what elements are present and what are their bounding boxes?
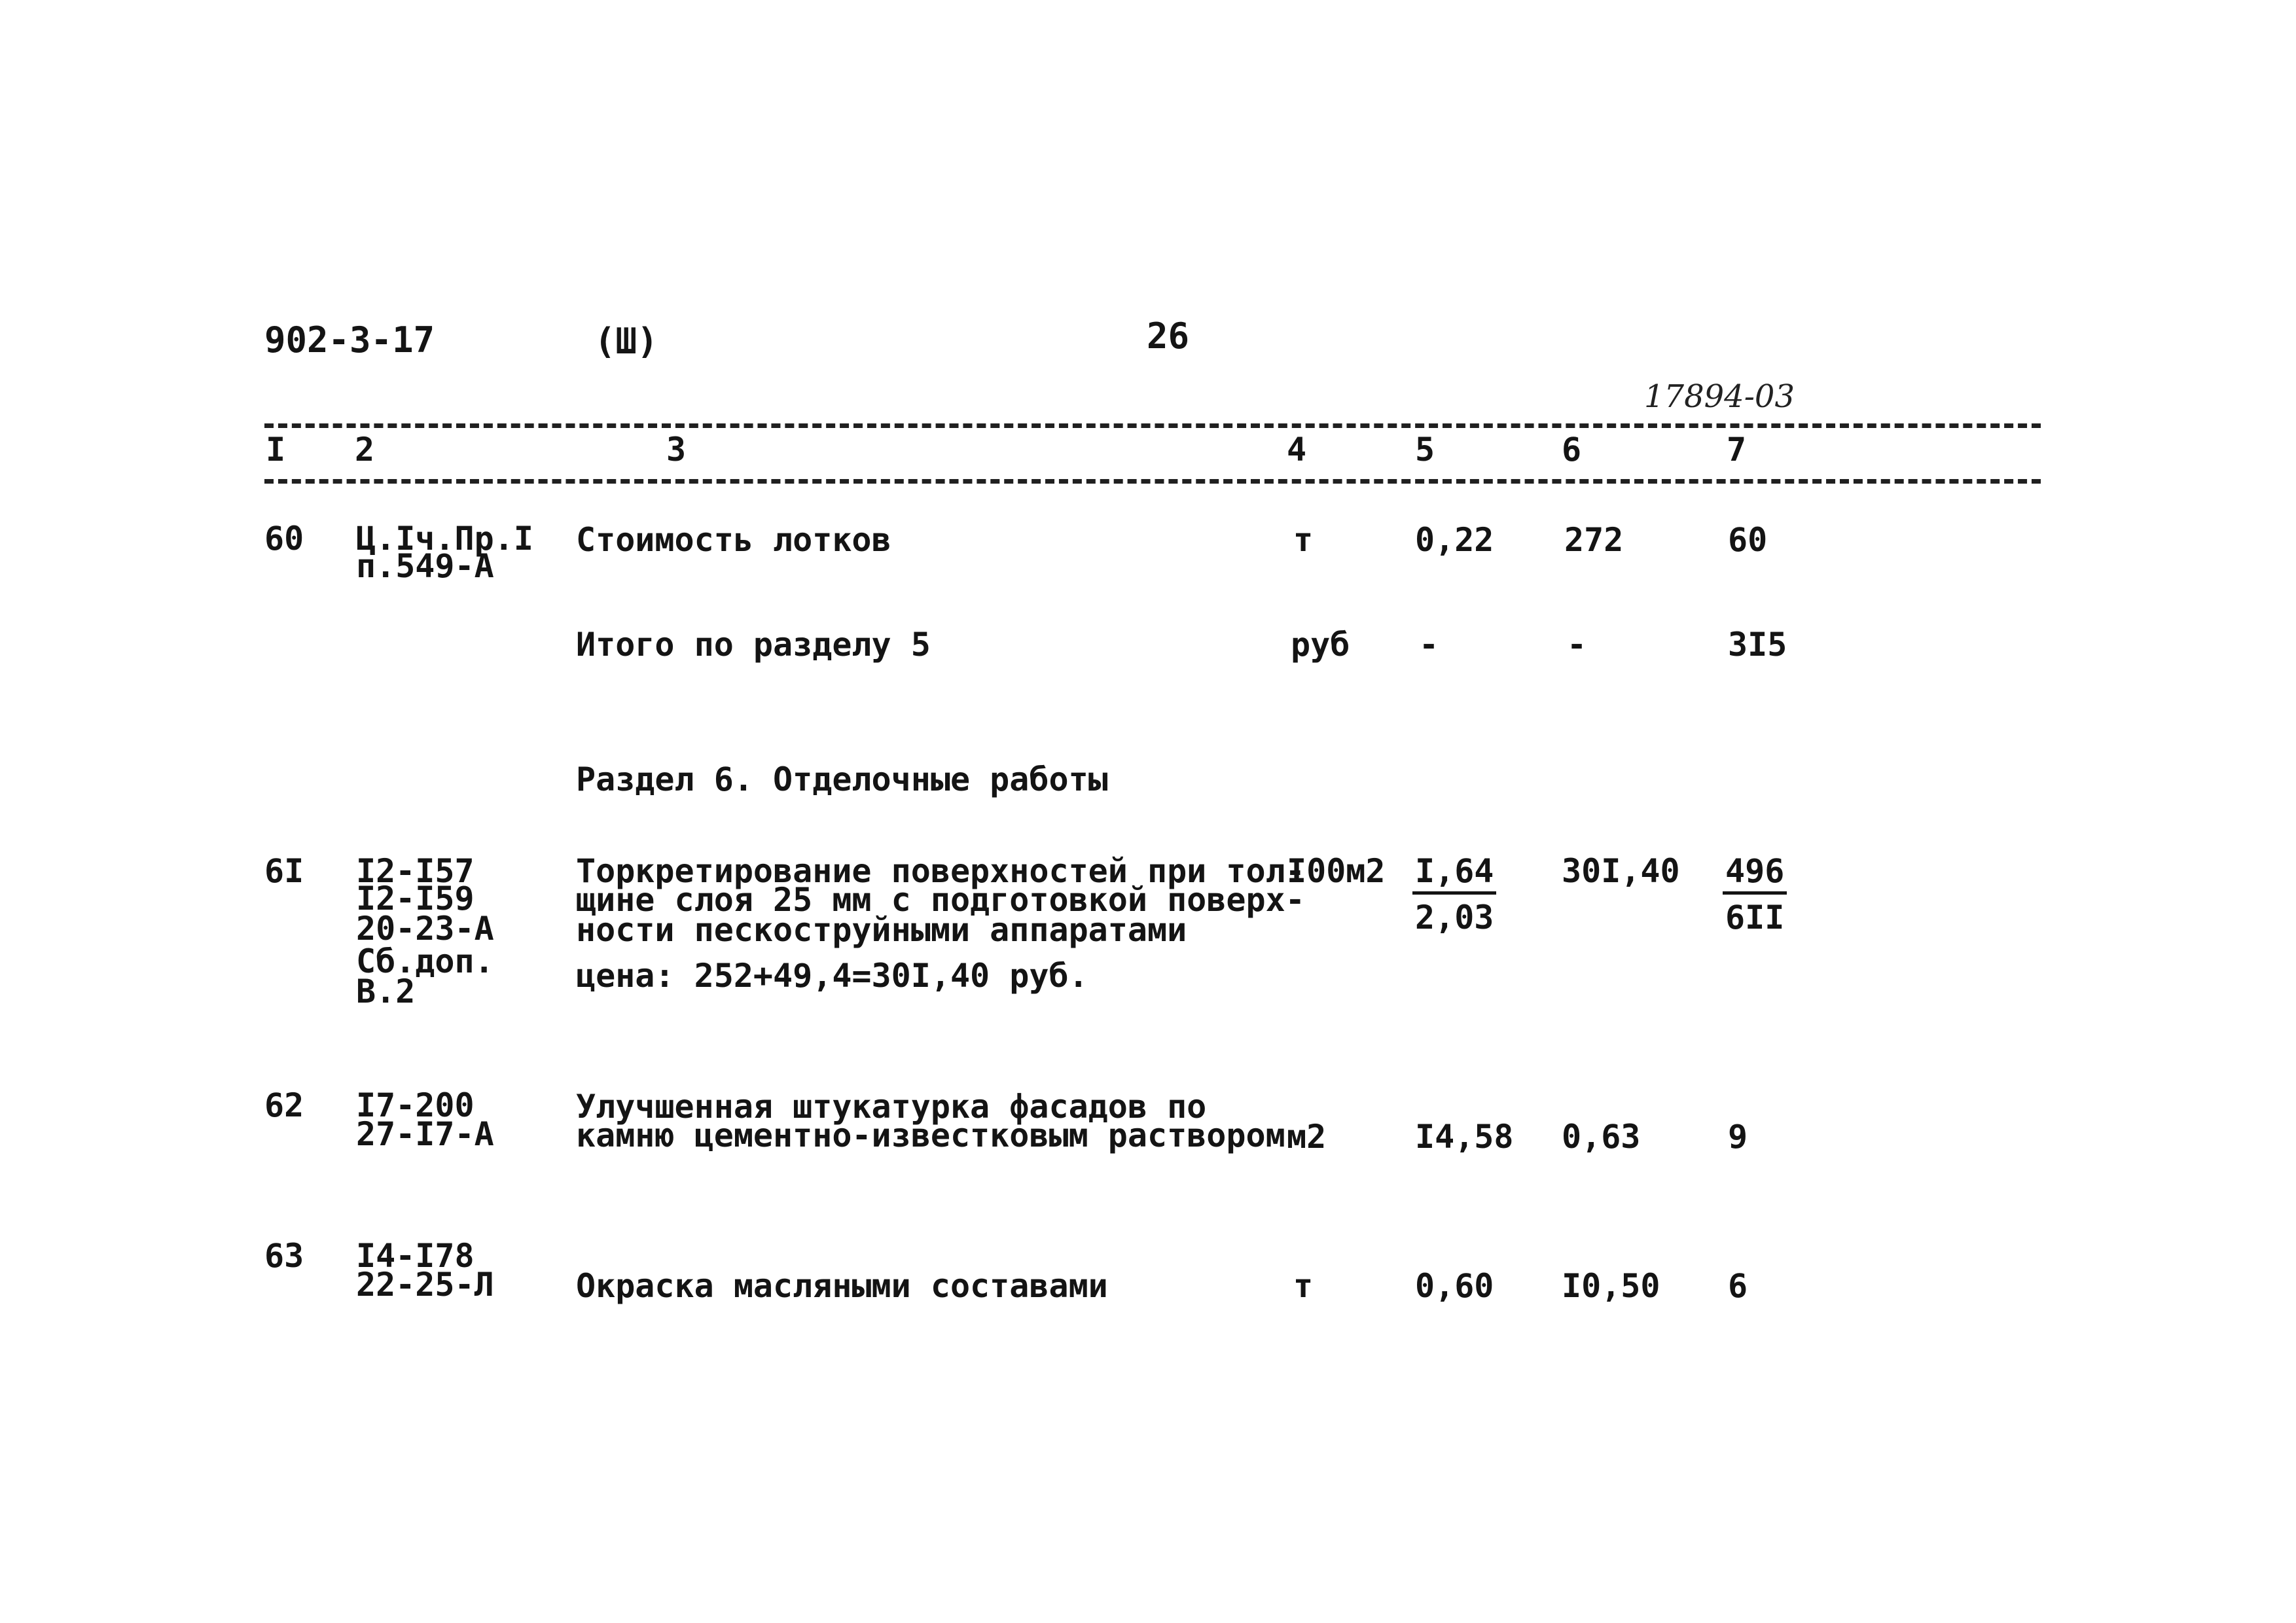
row-price: 30I,40 xyxy=(1562,852,1680,890)
row-number: 62 xyxy=(264,1086,304,1124)
row-description: ности пескоструйными аппаратами xyxy=(576,911,1187,949)
row-description: Стоимость лотков xyxy=(576,521,891,559)
row-code: 22-25-Л xyxy=(356,1266,494,1304)
row-quantity: 0,60 xyxy=(1415,1267,1494,1305)
header-rule-top xyxy=(264,423,2041,428)
subtotal-quantity: - xyxy=(1419,626,1439,664)
row-total: 9 xyxy=(1728,1118,1748,1156)
column-header-2: 2 xyxy=(355,431,375,469)
handwritten-code: 17894-03 xyxy=(1644,378,1795,415)
total-numerator: 496 xyxy=(1723,855,1787,895)
row-total-fraction xyxy=(1723,852,1787,936)
subtotal-total: 3I5 xyxy=(1728,626,1787,664)
row-code: Ц.Iч.Пр.I xyxy=(356,520,533,558)
section-title: Раздел 6. Отделочные работы xyxy=(576,760,1108,798)
row-code: 27-I7-А xyxy=(356,1115,494,1153)
row-number: 60 xyxy=(264,520,304,558)
row-unit: т xyxy=(1293,521,1314,559)
quantity-numerator: I,64 xyxy=(1412,855,1496,895)
row-code: п.549-А xyxy=(356,547,494,585)
row-code: I2-I57 xyxy=(356,852,475,890)
document-code: 902-3-17 xyxy=(264,319,435,361)
column-header-5: 5 xyxy=(1415,431,1435,469)
row-number: 6I xyxy=(264,852,304,890)
row-description: Улучшенная штукатурка фасадов по xyxy=(576,1088,1207,1126)
column-header-7: 7 xyxy=(1727,431,1747,469)
row-total: 6 xyxy=(1728,1267,1748,1305)
row-unit: I00м2 xyxy=(1287,852,1386,890)
page-number: 26 xyxy=(1147,315,1190,357)
part-number: (Ш) xyxy=(594,321,658,362)
row-price: 272 xyxy=(1564,521,1624,559)
subtotal-price: - xyxy=(1567,626,1587,664)
column-header-6: 6 xyxy=(1562,431,1582,469)
row-quantity: 0,22 xyxy=(1415,521,1494,559)
row-description: Окраска масляными составами xyxy=(576,1267,1108,1305)
row-unit: м2 xyxy=(1287,1118,1327,1156)
row-total: 60 xyxy=(1728,521,1768,559)
row-number: 63 xyxy=(264,1237,304,1275)
quantity-denominator: 2,03 xyxy=(1415,899,1494,936)
row-code: В.2 xyxy=(356,972,416,1010)
column-header-1: I xyxy=(266,431,286,469)
row-price-note: цена: 252+49,4=30I,40 руб. xyxy=(576,957,1088,995)
row-code: I2-I59 xyxy=(356,880,475,918)
column-header-3: 3 xyxy=(666,431,687,469)
row-code: I7-200 xyxy=(356,1086,475,1124)
row-quantity: I4,58 xyxy=(1415,1118,1514,1156)
row-quantity-fraction xyxy=(1412,852,1496,936)
column-header-4: 4 xyxy=(1287,431,1307,469)
row-code: 20-23-А xyxy=(356,910,494,948)
header-rule-bottom xyxy=(264,479,2041,484)
row-price: 0,63 xyxy=(1562,1118,1641,1156)
row-description: Торкретирование поверхностей при тол- xyxy=(576,852,1305,890)
row-code: I4-I78 xyxy=(356,1237,475,1275)
subtotal-label: Итого по разделу 5 xyxy=(576,626,931,664)
row-code: Сб.доп. xyxy=(356,942,494,980)
row-price: I0,50 xyxy=(1562,1267,1660,1305)
total-denominator: 6II xyxy=(1725,899,1785,936)
row-description: щине слоя 25 мм с подготовкой поверх- xyxy=(576,881,1305,919)
row-description: камню цементно-известковым раствором xyxy=(576,1116,1285,1154)
row-unit: т xyxy=(1293,1267,1314,1305)
subtotal-unit: руб xyxy=(1291,626,1350,664)
